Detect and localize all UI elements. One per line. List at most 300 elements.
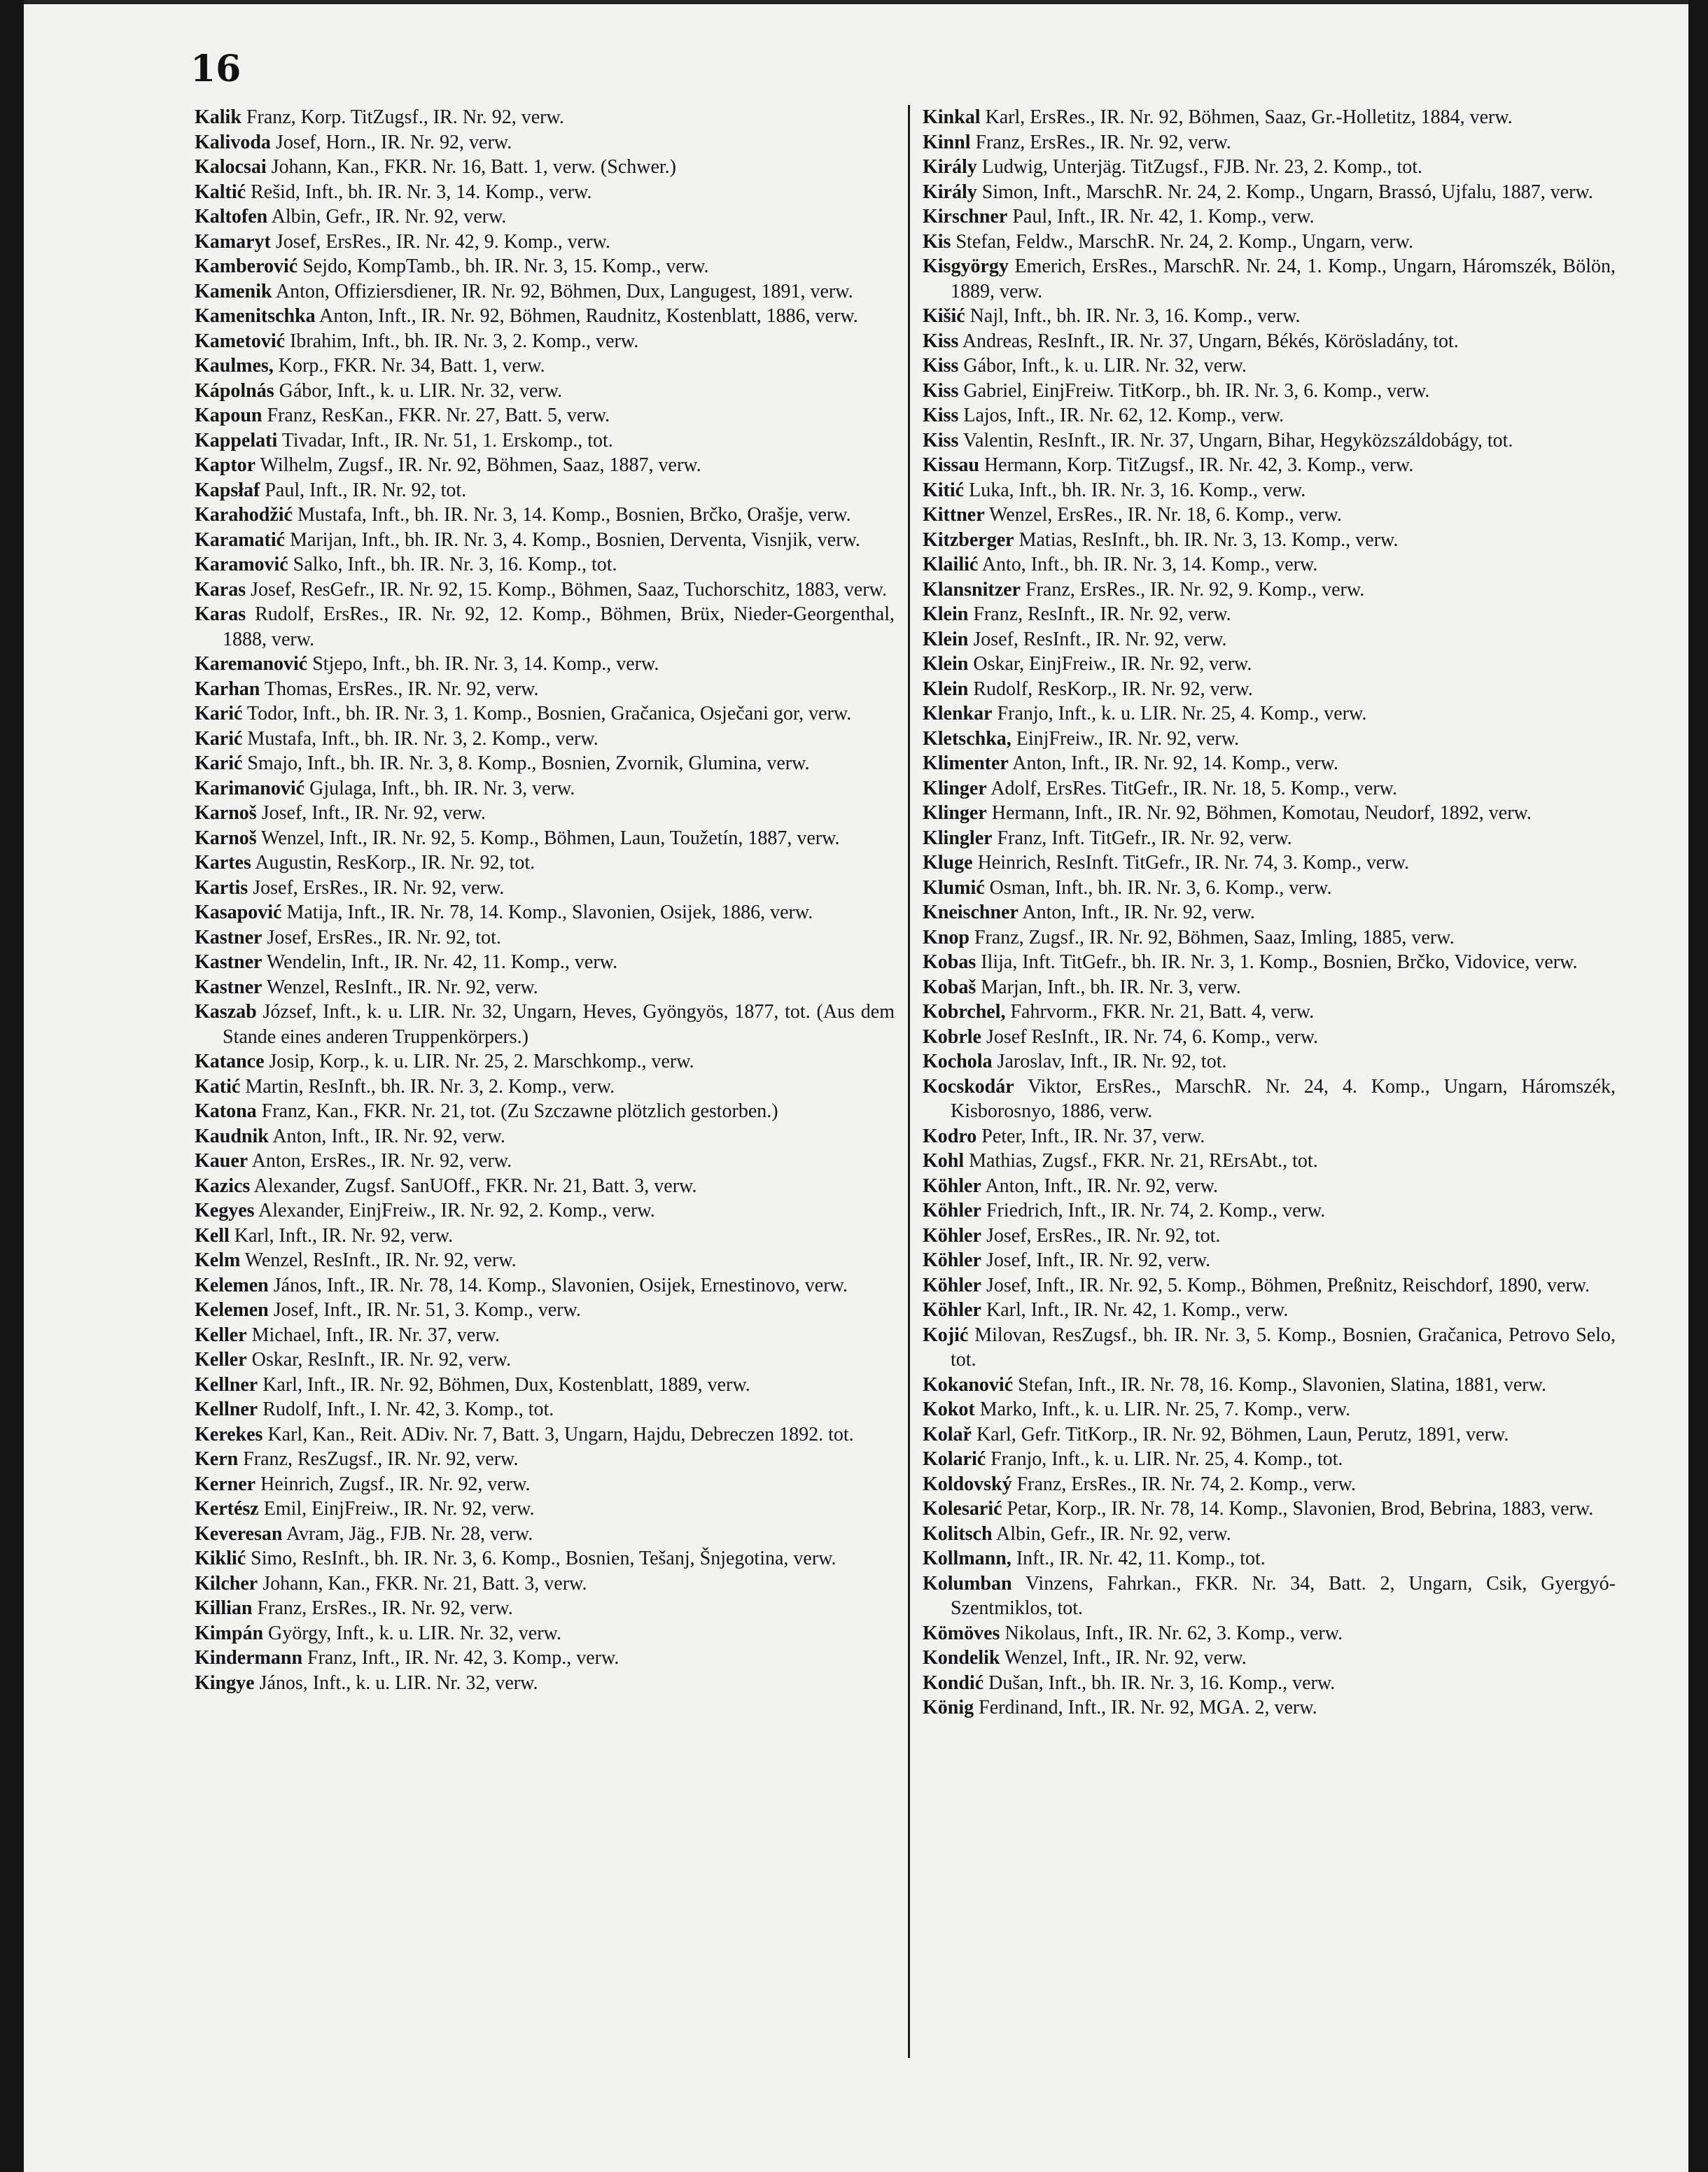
entry-details: György, Inft., k. u. LIR. Nr. 32, verw. (263, 1622, 561, 1644)
entry-surname: Kneischner (923, 902, 1018, 923)
entry-surname: Keveresan (195, 1522, 283, 1545)
entry-details: Rešid, Inft., bh. IR. Nr. 3, 14. Komp., verw. (246, 181, 592, 203)
list-entry (923, 950, 1616, 975)
entry-surname: Köhler (923, 1224, 981, 1247)
entry-details: Josef ResInft., IR. Nr. 74, 6. Komp., verw. (981, 1025, 1319, 1048)
entry-details: Albin, Gefr., IR. Nr. 92, verw. (267, 206, 507, 227)
entry-surname: Kondelik (923, 1647, 1000, 1669)
right-column (923, 105, 1616, 1721)
entry-surname: König (923, 1697, 974, 1718)
entry-surname: Kartes (195, 852, 251, 874)
entry-surname: Kingye (195, 1672, 255, 1694)
entry-surname: Kell (195, 1224, 230, 1247)
entry-surname: Köhler (923, 1299, 981, 1321)
entry-details: Petar, Korp., IR. Nr. 78, 14. Komp., Slavonien, Brod, Bebrina, 1883, verw. (1002, 1498, 1594, 1520)
list-entry (195, 105, 895, 130)
entry-details: Franz, ResInft., IR. Nr. 92, verw. (968, 603, 1231, 625)
entry-details: Franjo, Inft., k. u. LIR. Nr. 25, 4. Komp., verw. (992, 703, 1367, 724)
entry-details: Osman, Inft., bh. IR. Nr. 3, 6. Komp., verw. (984, 876, 1332, 899)
list-entry (923, 329, 1616, 354)
entry-details: Franz, ErsRes., IR. Nr. 74, 2. Komp., verw. (1011, 1473, 1356, 1495)
entry-surname: Kolesarić (923, 1498, 1002, 1520)
list-entry (195, 876, 895, 901)
list-entry (923, 900, 1616, 925)
list-entry (923, 850, 1616, 876)
entry-details: Ilija, Inft. TitGefr., bh. IR. Nr. 3, 1. Komp., Bosnien, Brčko, Vidovice, verw. (976, 951, 1578, 973)
list-entry (195, 1074, 895, 1100)
list-entry (195, 1174, 895, 1199)
entry-surname: Kelemen (195, 1299, 269, 1321)
list-entry (923, 876, 1616, 901)
entry-surname: Kobaš (923, 976, 976, 998)
entry-surname: Kollmann, (923, 1548, 1011, 1569)
entry-surname: Kamenik (195, 280, 272, 302)
list-entry (923, 1174, 1616, 1199)
scan-border-top (0, 0, 1708, 4)
entry-details: Hermann, Korp. TitZugsf., IR. Nr. 42, 3. Komp., verw. (979, 454, 1414, 476)
list-entry (195, 155, 895, 180)
entry-surname: Kindermann (195, 1647, 303, 1669)
entry-surname: Knop (923, 926, 969, 948)
entry-details: János, Inft., IR. Nr. 78, 14. Komp., Slavonien, Osijek, Ernestinovo, verw. (268, 1274, 848, 1296)
scan-border-left (0, 0, 24, 2172)
entry-details: Milovan, ResZugsf., bh. IR. Nr. 3, 5. Komp., Bosnien, Gračanica, Petrovo Selo, tot. (951, 1324, 1616, 1371)
entry-details: Karl, Kan., Reit. ADiv. Nr. 7, Batt. 3, Ungarn, Hajdu, Debreczen 1892. tot. (262, 1423, 854, 1445)
entry-surname: Karas (195, 603, 246, 625)
entry-details: Todor, Inft., bh. IR. Nr. 3, 1. Komp., Bosnien, Gračanica, Osječani gor, verw. (242, 703, 852, 724)
entry-details: Mustafa, Inft., bh. IR. Nr. 3, 14. Komp., Bosnien, Brčko, Orašje, verw. (293, 504, 851, 526)
entry-surname: Kelemen (195, 1274, 269, 1296)
entry-details: Franz, ResZugsf., IR. Nr. 92, verw. (238, 1448, 519, 1470)
entry-surname: Kodro (923, 1125, 977, 1147)
list-entry (923, 1049, 1616, 1074)
entry-surname: Klumić (923, 876, 985, 899)
list-entry (195, 180, 895, 205)
entry-details: Anton, Inft., IR. Nr. 92, verw. (1018, 902, 1255, 923)
entry-details: Anton, Offiziersdiener, IR. Nr. 92, Böhmen, Dux, Langugest, 1891, verw. (272, 280, 853, 302)
entry-details: Karl, ErsRes., IR. Nr. 92, Böhmen, Saaz, Gr.-Holletitz, 1884, verw. (980, 106, 1513, 128)
entry-surname: Karas (195, 578, 246, 601)
entry-surname: Klein (923, 653, 969, 675)
entry-details: János, Inft., k. u. LIR. Nr. 32, verw. (254, 1672, 538, 1694)
list-entry (923, 1000, 1616, 1025)
entry-surname: Kluge (923, 852, 973, 874)
list-entry (923, 528, 1616, 553)
entry-surname: Klinger (923, 802, 987, 824)
entry-details: Rudolf, ResKorp., IR. Nr. 92, verw. (968, 678, 1253, 700)
entry-surname: Kellner (195, 1399, 258, 1420)
entry-details: Marijan, Inft., bh. IR. Nr. 3, 4. Komp., Bosnien, Derventa, Visnjik, verw. (285, 528, 860, 551)
list-entry (195, 528, 895, 553)
entry-details: Salko, Inft., bh. IR. Nr. 3, 16. Komp., tot. (288, 554, 617, 575)
entry-details: Josef, ErsRes., IR. Nr. 92, tot. (262, 926, 501, 948)
list-entry (923, 727, 1616, 752)
list-entry (923, 801, 1616, 826)
list-entry (923, 403, 1616, 428)
entry-details: Stefan, Feldw., MarschR. Nr. 24, 2. Komp., Ungarn, verw. (951, 230, 1413, 253)
list-entry (195, 1049, 895, 1074)
entry-details: Simo, ResInft., bh. IR. Nr. 3, 6. Komp., Bosnien, Tešanj, Šnjegotina, verw. (246, 1548, 836, 1569)
entry-details: Korp., FKR. Nr. 34, Batt. 1, verw. (273, 355, 545, 377)
list-entry (195, 1447, 895, 1472)
entry-details: Albin, Gefr., IR. Nr. 92, verw. (992, 1522, 1231, 1545)
entry-details: Josef, Inft., IR. Nr. 92, verw. (981, 1249, 1211, 1271)
list-entry (195, 950, 895, 975)
list-entry (195, 1124, 895, 1149)
entry-details: Josef, ResGefr., IR. Nr. 92, 15. Komp., Böhmen, Saaz, Tuchorschitz, 1883, verw. (246, 578, 887, 601)
list-entry (195, 1298, 895, 1323)
list-entry (195, 379, 895, 404)
entry-details: Josef, Horn., IR. Nr. 92, verw. (270, 131, 512, 153)
entry-surname: Kerekes (195, 1423, 263, 1445)
entry-surname: Kobas (923, 951, 976, 973)
entry-details: Johann, Kan., FKR. Nr. 21, Batt. 3, verw. (258, 1572, 587, 1595)
entry-surname: Kobrle (923, 1025, 981, 1048)
entry-details: Stefan, Inft., IR. Nr. 78, 16. Komp., Slavonien, Slatina, 1881, verw. (1013, 1373, 1547, 1396)
list-entry (195, 900, 895, 925)
entry-surname: Kochola (923, 1051, 993, 1072)
entry-details: Franz, Inft. TitGefr., IR. Nr. 92, verw. (992, 827, 1292, 849)
entry-surname: Kitić (923, 479, 965, 501)
entry-details: Rudolf, Inft., I. Nr. 42, 3. Komp., tot. (258, 1399, 554, 1420)
list-entry (195, 1646, 895, 1671)
entry-details: Peter, Inft., IR. Nr. 37, verw. (976, 1125, 1205, 1147)
entry-surname: Kartis (195, 876, 248, 899)
entry-details: Najl, Inft., bh. IR. Nr. 3, 16. Komp., verw. (965, 305, 1301, 327)
entry-details: Nikolaus, Inft., IR. Nr. 62, 3. Komp., verw. (1000, 1622, 1343, 1644)
entry-details: Anton, Inft., IR. Nr. 92, 14. Komp., verw. (1008, 752, 1338, 774)
entry-surname: Kaltofen (195, 206, 268, 227)
list-entry (923, 975, 1616, 1000)
entry-surname: Kolař (923, 1423, 972, 1445)
entry-surname: Kolarić (923, 1448, 986, 1470)
entry-surname: Kittner (923, 504, 985, 526)
entry-surname: Kapoun (195, 405, 262, 426)
entry-surname: Klansnitzer (923, 578, 1021, 601)
list-entry (195, 776, 895, 801)
entry-surname: Karnoš (195, 827, 257, 849)
list-entry (923, 478, 1616, 503)
entry-surname: Karimanović (195, 777, 305, 799)
entry-surname: Kiklić (195, 1548, 246, 1569)
entry-surname: Kinnl (923, 131, 971, 153)
entry-surname: Kaulmes, (195, 355, 274, 377)
list-entry (195, 1472, 895, 1497)
entry-surname: Kametović (195, 330, 286, 352)
entry-details: Fahrvorm., FKR. Nr. 21, Batt. 4, verw. (1005, 1001, 1315, 1023)
list-entry (195, 925, 895, 951)
entry-surname: Kazics (195, 1175, 251, 1197)
entry-surname: Katona (195, 1100, 257, 1122)
entry-details: Josef, ErsRes., IR. Nr. 92, tot. (981, 1224, 1221, 1247)
entry-details: Hermann, Inft., IR. Nr. 92, Böhmen, Komotau, Neudorf, 1892, verw. (986, 802, 1532, 824)
page-number: 16 (190, 48, 241, 90)
entry-surname: Kápolnás (195, 379, 274, 402)
list-entry (195, 329, 895, 354)
entry-surname: Katance (195, 1051, 265, 1072)
entry-surname: Kerner (195, 1473, 256, 1495)
list-entry (195, 1621, 895, 1646)
entry-surname: Kojić (923, 1324, 969, 1346)
list-entry (923, 1273, 1616, 1298)
list-entry (923, 1422, 1616, 1448)
list-entry (923, 379, 1616, 404)
list-entry (195, 428, 895, 454)
entry-details: József, Inft., k. u. LIR. Nr. 32, Ungarn, Heves, Gyöngyös, 1877, tot. (Aus dem Stande eines anderen Truppenkörpers.) (223, 1001, 895, 1048)
entry-details: Emil, EinjFreiw., IR. Nr. 92, verw. (258, 1498, 535, 1520)
entry-surname: Kalivoda (195, 131, 271, 153)
entry-details: Viktor, ErsRes., MarschR. Nr. 24, 4. Komp., Ungarn, Háromszék, Kisborosnyo, 1886, verw. (951, 1075, 1616, 1122)
list-entry (195, 254, 895, 279)
list-entry (923, 1671, 1616, 1696)
entry-surname: Klenkar (923, 703, 993, 724)
entry-details: Paul, Inft., IR. Nr. 92, tot. (260, 479, 467, 501)
list-entry (923, 751, 1616, 776)
entry-surname: Köhler (923, 1200, 981, 1221)
list-entry (195, 1224, 895, 1249)
entry-details: Ibrahim, Inft., bh. IR. Nr. 3, 2. Komp., verw. (285, 330, 639, 352)
entry-details: Josef, Inft., IR. Nr. 92, verw. (256, 802, 486, 824)
entry-details: Smajo, Inft., bh. IR. Nr. 3, 8. Komp., Bosnien, Zvornik, Glumina, verw. (242, 752, 810, 774)
list-entry (923, 453, 1616, 478)
entry-details: Paul, Inft., IR. Nr. 42, 1. Komp., verw. (1007, 206, 1315, 227)
entry-details: Michael, Inft., IR. Nr. 37, verw. (246, 1324, 500, 1346)
list-entry (195, 1347, 895, 1373)
entry-details: Oskar, ResInft., IR. Nr. 92, verw. (246, 1349, 511, 1371)
entry-details: Rudolf, ErsRes., IR. Nr. 92, 12. Komp., Böhmen, Brüx, Nieder-Georgenthal, 1888, verw. (223, 603, 895, 650)
entry-surname: Kiss (923, 379, 959, 402)
entry-surname: Kömöves (923, 1622, 1000, 1644)
entry-details: Avram, Jäg., FJB. Nr. 28, verw. (282, 1522, 533, 1545)
entry-details: Matias, ResInft., bh. IR. Nr. 3, 13. Komp., verw. (1014, 528, 1399, 551)
entry-details: Alexander, EinjFreiw., IR. Nr. 92, 2. Komp., verw. (254, 1200, 655, 1221)
entry-surname: Kilcher (195, 1572, 258, 1595)
entry-surname: Király (923, 156, 977, 178)
list-entry (923, 230, 1616, 255)
entry-surname: Karahodžić (195, 504, 293, 526)
entry-details: Wenzel, ResInft., IR. Nr. 92, verw. (262, 976, 538, 998)
list-entry (923, 1646, 1616, 1671)
entry-surname: Karić (195, 727, 243, 750)
list-entry (195, 975, 895, 1000)
entry-surname: Kappelati (195, 429, 278, 451)
entry-surname: Kišić (923, 305, 965, 327)
scan-border-right (1688, 0, 1708, 2172)
entry-surname: Kletschka, (923, 727, 1011, 750)
entry-surname: Kalocsai (195, 156, 267, 178)
list-entry (195, 701, 895, 727)
entry-details: Franz, Kan., FKR. Nr. 21, tot. (Zu Szczawne plötzlich gestorben.) (256, 1100, 778, 1122)
entry-surname: Kissau (923, 454, 979, 476)
list-entry (923, 503, 1616, 528)
entry-surname: Kamenitschka (195, 305, 316, 327)
list-entry (195, 1397, 895, 1422)
entry-surname: Klein (923, 628, 969, 650)
list-entry (923, 180, 1616, 205)
list-entry (923, 577, 1616, 603)
list-entry (923, 105, 1616, 130)
list-entry (195, 1596, 895, 1621)
list-entry (923, 1447, 1616, 1472)
list-entry (195, 130, 895, 155)
entry-details: Anton, Inft., IR. Nr. 92, verw. (268, 1125, 505, 1147)
list-entry (195, 230, 895, 255)
entry-details: Luka, Inft., bh. IR. Nr. 3, 16. Komp., verw. (964, 479, 1306, 501)
list-entry (923, 1124, 1616, 1149)
list-entry (923, 1472, 1616, 1497)
list-entry (923, 1025, 1616, 1050)
entry-surname: Klein (923, 678, 969, 700)
list-entry (923, 776, 1616, 801)
entry-surname: Kokanović (923, 1373, 1014, 1396)
entry-details: Alexander, Zugsf. SanUOff., FKR. Nr. 21, Batt. 3, verw. (250, 1175, 697, 1197)
entry-details: Ludwig, Unterjäg. TitZugsf., FJB. Nr. 23, 2. Komp., tot. (976, 156, 1423, 178)
entry-surname: Kiss (923, 405, 959, 426)
list-entry (195, 1546, 895, 1571)
entry-surname: Karamović (195, 554, 288, 575)
entry-surname: Kolumban (923, 1572, 1012, 1595)
list-entry (195, 1273, 895, 1298)
entry-surname: Kisgyörgy (923, 255, 1009, 277)
entry-surname: Kastner (195, 926, 262, 948)
entry-details: Wilhelm, Zugsf., IR. Nr. 92, Böhmen, Saaz, 1887, verw. (255, 454, 701, 476)
entry-details: Mustafa, Inft., bh. IR. Nr. 3, 2. Komp., verw. (242, 727, 598, 750)
list-entry (195, 204, 895, 230)
entry-surname: Klimenter (923, 752, 1009, 774)
list-entry (195, 453, 895, 478)
entry-details: Inft., IR. Nr. 42, 11. Komp., tot. (1011, 1548, 1266, 1569)
entry-surname: Klinger (923, 777, 987, 799)
entry-surname: Kinkal (923, 106, 981, 128)
list-entry (923, 1621, 1616, 1646)
list-entry (923, 701, 1616, 727)
entry-details: Emerich, ErsRes., MarschR. Nr. 24, 1. Komp., Ungarn, Háromszék, Bölön, 1889, verw. (951, 255, 1616, 302)
entry-details: Mathias, Zugsf., FKR. Nr. 21, RErsAbt., tot. (964, 1150, 1318, 1172)
entry-details: Franz, ErsRes., IR. Nr. 92, verw. (252, 1597, 513, 1619)
list-entry (195, 1149, 895, 1174)
entry-details: Josef, ResInft., IR. Nr. 92, verw. (968, 628, 1227, 650)
entry-surname: Kertész (195, 1498, 259, 1520)
entry-details: Josef, ErsRes., IR. Nr. 42, 9. Komp., verw. (270, 230, 610, 253)
entry-details: Karl, Gefr. TitKorp., IR. Nr. 92, Böhmen, Laun, Perutz, 1891, verw. (972, 1423, 1509, 1445)
column-divider (908, 105, 910, 2058)
entry-surname: Kauer (195, 1150, 248, 1172)
entry-details: Karl, Inft., IR. Nr. 92, verw. (229, 1224, 454, 1247)
entry-surname: Keller (195, 1324, 247, 1346)
entry-surname: Kelm (195, 1249, 241, 1271)
entry-surname: Kern (195, 1448, 239, 1470)
entry-surname: Karamatić (195, 528, 286, 551)
list-entry (195, 1522, 895, 1547)
entry-surname: Kitzberger (923, 528, 1014, 551)
entry-details: Wenzel, ErsRes., IR. Nr. 18, 6. Komp., verw. (984, 504, 1342, 526)
entry-details: Karl, Inft., IR. Nr. 42, 1. Komp., verw. (981, 1299, 1289, 1321)
list-entry (195, 279, 895, 304)
list-entry (923, 602, 1616, 627)
entry-details: Anton, Inft., IR. Nr. 92, Böhmen, Raudnitz, Kostenblatt, 1886, verw. (315, 305, 858, 327)
entry-details: Franz, ErsRes., IR. Nr. 92, 9. Komp., verw. (1021, 578, 1365, 601)
list-entry (195, 1248, 895, 1273)
entry-details: Josef, ErsRes., IR. Nr. 92, verw. (248, 876, 505, 899)
entry-surname: Katić (195, 1075, 241, 1098)
entry-surname: Kamaryt (195, 230, 271, 253)
entry-details: Adolf, ErsRes. TitGefr., IR. Nr. 18, 5. Komp., verw. (986, 777, 1397, 799)
list-entry (923, 353, 1616, 379)
entry-details: Josip, Korp., k. u. LIR. Nr. 25, 2. Marschkomp., verw. (264, 1051, 694, 1072)
list-entry (923, 677, 1616, 702)
entry-surname: Kalik (195, 106, 241, 128)
list-entry (923, 1198, 1616, 1224)
list-entry (195, 727, 895, 752)
entry-details: Heinrich, Zugsf., IR. Nr. 92, verw. (255, 1473, 531, 1495)
entry-surname: Killian (195, 1597, 253, 1619)
list-entry (195, 403, 895, 428)
left-column (195, 105, 895, 1695)
entry-details: Gabriel, EinjFreiw. TitKorp., bh. IR. Nr. 3, 6. Komp., verw. (958, 379, 1430, 402)
list-entry (195, 1373, 895, 1398)
entry-surname: Kondić (923, 1672, 984, 1694)
list-entry (195, 552, 895, 577)
entry-details: Sejdo, KompTamb., bh. IR. Nr. 3, 15. Komp., verw. (298, 255, 709, 277)
entry-details: Franz, Zugsf., IR. Nr. 92, Böhmen, Saaz, Imling, 1885, verw. (969, 926, 1455, 948)
list-entry (195, 826, 895, 851)
list-entry (195, 801, 895, 826)
entry-details: Matija, Inft., IR. Nr. 78, 14. Komp., Slavonien, Osijek, 1886, verw. (281, 902, 813, 923)
entry-details: Ferdinand, Inft., IR. Nr. 92, MGA. 2, verw. (974, 1697, 1317, 1718)
list-entry (923, 1323, 1616, 1373)
list-entry (923, 1373, 1616, 1398)
list-entry (923, 652, 1616, 677)
entry-details: Anton, ErsRes., IR. Nr. 92, verw. (248, 1150, 512, 1172)
entry-details: Franz, Inft., IR. Nr. 42, 3. Komp., verw. (302, 1647, 620, 1669)
entry-details: EinjFreiw., IR. Nr. 92, verw. (1011, 727, 1240, 750)
entry-details: Franz, ErsRes., IR. Nr. 92, verw. (970, 131, 1231, 153)
entry-details: Johann, Kan., FKR. Nr. 16, Batt. 1, verw. (Schwer.) (266, 156, 677, 178)
entry-details: Wenzel, Inft., IR. Nr. 92, verw. (1000, 1647, 1247, 1669)
entry-details: Marko, Inft., k. u. LIR. Nr. 25, 7. Komp., verw. (974, 1399, 1351, 1420)
entry-details: Marjan, Inft., bh. IR. Nr. 3, verw. (976, 976, 1241, 998)
entry-surname: Karhan (195, 678, 260, 700)
list-entry (923, 130, 1616, 155)
entry-surname: Kiss (923, 330, 959, 352)
entry-surname: Karić (195, 703, 243, 724)
entry-details: Josef, Inft., IR. Nr. 51, 3. Komp., verw. (268, 1299, 581, 1321)
entry-details: Anton, Inft., IR. Nr. 92, verw. (981, 1175, 1219, 1197)
entry-surname: Kimpán (195, 1622, 264, 1644)
entry-surname: Kokot (923, 1399, 975, 1420)
entry-details: Wenzel, ResInft., IR. Nr. 92, verw. (240, 1249, 517, 1271)
list-entry (923, 1571, 1616, 1621)
entry-details: Oskar, EinjFreiw., IR. Nr. 92, verw. (968, 653, 1252, 675)
list-entry (195, 1571, 895, 1597)
list-entry (195, 304, 895, 329)
entry-details: Vinzens, Fahrkan., FKR. Nr. 34, Batt. 2, Ungarn, Csik, Gyergyó-Szentmiklos, tot. (951, 1572, 1616, 1619)
entry-surname: Kobrchel, (923, 1001, 1006, 1023)
list-entry (195, 652, 895, 677)
entry-details: Anto, Inft., bh. IR. Nr. 3, 14. Komp., verw. (978, 554, 1318, 575)
list-entry (195, 1422, 895, 1448)
list-entry (923, 1248, 1616, 1273)
entry-details: Jaroslav, Inft., IR. Nr. 92, tot. (992, 1051, 1227, 1072)
list-entry (923, 1298, 1616, 1323)
list-entry (195, 850, 895, 876)
entry-surname: Kiss (923, 429, 959, 451)
entry-surname: Karić (195, 752, 243, 774)
entry-details: Franz, Korp. TitZugsf., IR. Nr. 92, verw. (241, 106, 564, 128)
entry-surname: Kaudnik (195, 1125, 269, 1147)
list-entry (195, 1198, 895, 1224)
entry-details: Heinrich, ResInft. TitGefr., IR. Nr. 74, 3. Komp., verw. (972, 852, 1410, 874)
